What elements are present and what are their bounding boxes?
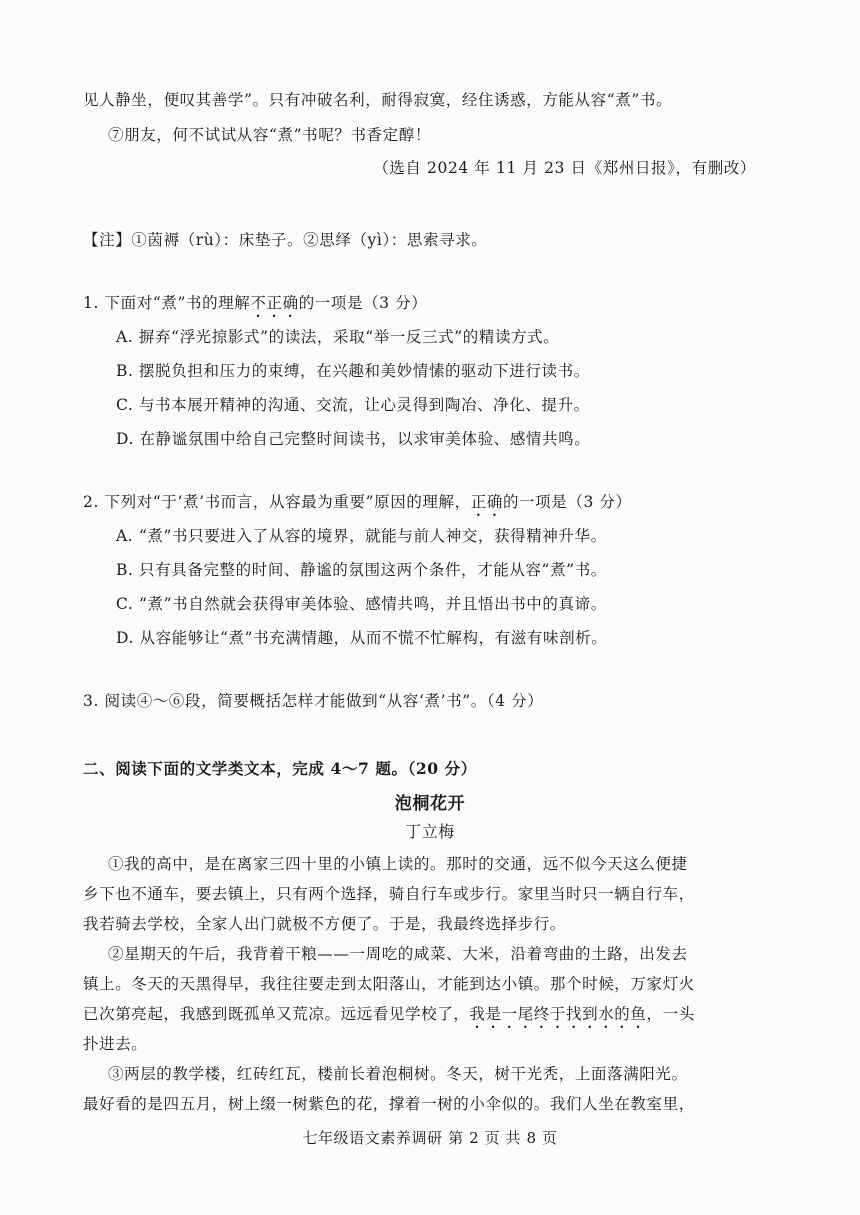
- article-line: 镇上。冬天的天黑得早，我往往要走到太阳落山，才能到达小镇。那个时候，万家灯火: [83, 975, 695, 993]
- source-citation: （选自 2024 年 11 月 23 日《郑州日报》，有删改）: [373, 159, 756, 177]
- question-3-stem: 3. 阅读④～⑥段，简要概括怎样才能做到“从容‘煮’书”。（4 分）: [83, 692, 544, 710]
- option-b: B. 摆脱负担和压力的束缚，在兴趣和美妙情愫的驱动下进行读书。: [116, 362, 590, 380]
- article-title: 泡桐花开: [394, 794, 466, 814]
- question-stem-text: 1. 下面对“煮”书的理解: [83, 294, 251, 312]
- emphasis-text: 我是一尾终于找到水的鱼: [469, 1005, 647, 1023]
- option-d: D. 从容能够让“煮”书充满情趣，从而不慌不忙解构，有滋有味剖析。: [116, 629, 608, 647]
- article-text: 已次第亮起，我感到既孤单又荒凉。远远看见学校了，: [83, 1005, 470, 1023]
- section-heading: 二、阅读下面的文学类文本，完成 4～7 题。（20 分）: [83, 759, 477, 778]
- article-line: ①我的高中，是在离家三四十里的小镇上读的。那时的交通，远不似今天这么便捷: [108, 855, 688, 873]
- option-b: B. 只有具备完整的时间、静谧的氛围这两个条件，才能从容“煮”书。: [116, 561, 607, 579]
- option-c: C. 与书本展开精神的沟通、交流，让心灵得到陶冶、净化、提升。: [116, 396, 590, 414]
- article-line: ③两层的教学楼，红砖红瓦，楼前长着泡桐树。冬天，树干光秃，上面落满阳光。: [108, 1065, 688, 1083]
- article-line: [83, 1002, 695, 1032]
- question-stem-text: 2. 下列对“于‘煮’书而言，从容最为重要”原因的理解，: [83, 493, 471, 511]
- passage-line: ⑦朋友，何不试试从容“煮”书呢？书香定醇！: [108, 126, 431, 144]
- emphasis-text: 正确: [470, 493, 503, 511]
- article-line: 我若骑去学校，全家人出门就极不方便了。于是，我最终选择步行。: [83, 915, 567, 933]
- emphasis-text: 不正确: [250, 294, 299, 312]
- question-1-stem: [83, 291, 427, 321]
- question-stem-text: 的一项是（3 分）: [502, 493, 632, 511]
- article-author: 丁立梅: [405, 822, 455, 841]
- option-d: D. 在静谧氛围中给自己完整时间读书，以求审美体验、感情共鸣。: [116, 430, 591, 448]
- page-footer: 七年级语文素养调研 第 2 页 共 8 页: [302, 1129, 558, 1147]
- article-line: 乡下也不通车，要去镇上，只有两个选择，骑自行车或步行。家里当时只一辆自行车，: [83, 885, 695, 903]
- option-a: A. “煮”书只要进入了从容的境界，就能与前人神交，获得精神升华。: [116, 527, 607, 545]
- article-line: 扑进去。: [83, 1035, 148, 1053]
- option-a: A. 摒弃“浮光掠影式”的读法，采取“举一反三式”的精读方式。: [116, 328, 560, 346]
- question-stem-text: 的一项是（3 分）: [298, 294, 428, 312]
- article-line: 最好看的是四五月，树上缀一树紫色的花，撑着一树的小伞似的。我们人坐在教室里，: [83, 1095, 695, 1113]
- question-2-stem: [83, 490, 632, 520]
- article-text: ，一头: [646, 1005, 695, 1023]
- option-c: C. “煮”书自然就会获得审美体验、感情共鸣，并且悟出书中的真谛。: [116, 595, 607, 613]
- article-line: ②星期天的午后，我背着干粮——一周吃的咸菜、大米，沿着弯曲的土路，出发去: [108, 945, 688, 963]
- passage-line: 见人静坐，便叹其善学”。只有冲破名利，耐得寂寞，经住诱惑，方能从容“煮”书。: [83, 91, 673, 109]
- annotation-note: 【注】①茵褥（rù）：床垫子。②思绎（yì）：思索寻求。: [83, 231, 488, 249]
